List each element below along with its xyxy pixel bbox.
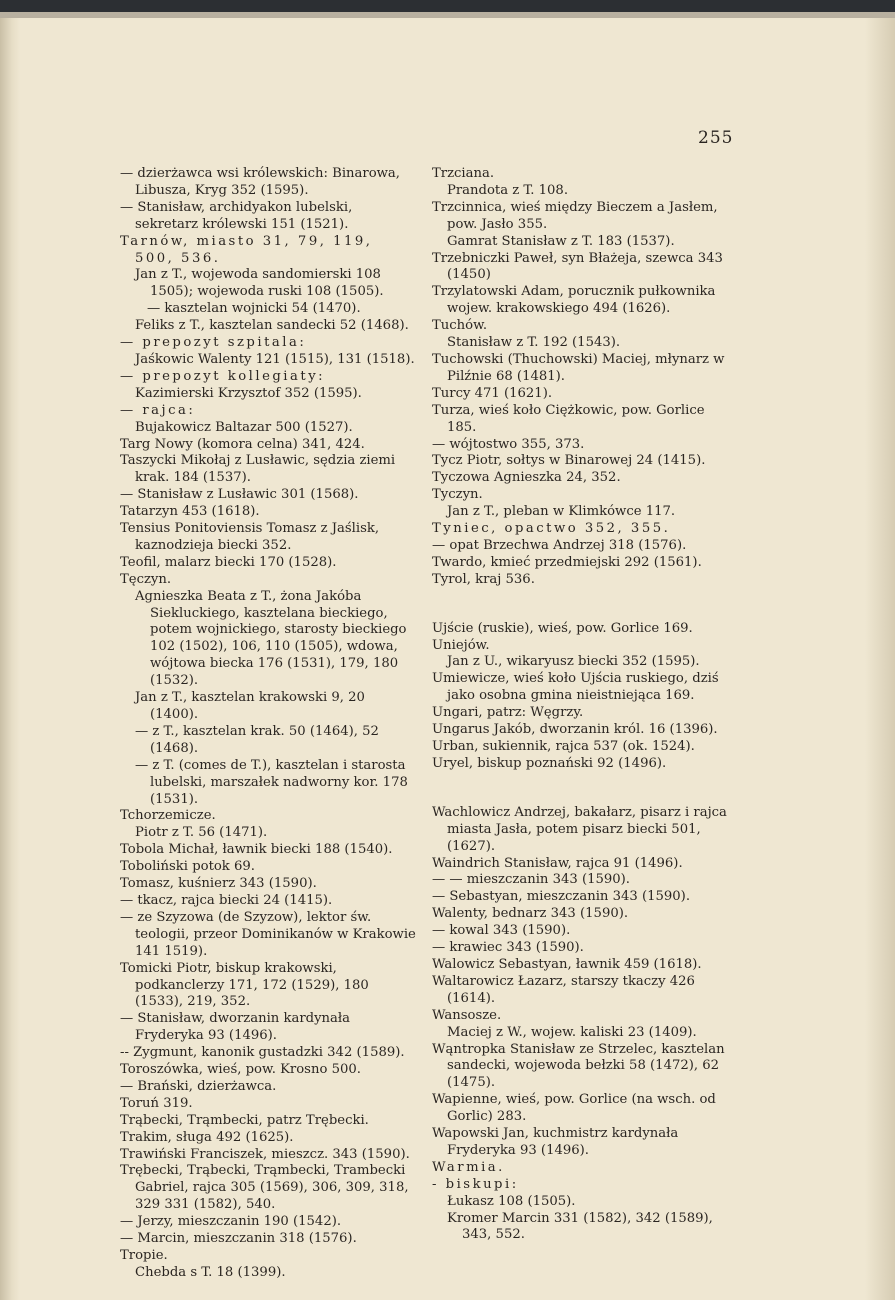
index-entry: Agnieszka Beata z T., żona Jakóba Siekluckiego, kasztelana bieckiego, potem wojnickiego, starosty bieckiego 102 (1502), 106, 110 (1505), wdowa, wójtowa biecka 176 (1531), 179, 180 (1532).: [135, 588, 407, 689]
index-entry: Trębecki, Trąbecki, Trąmbecki, Trambecki Gabriel, rajca 305 (1569), 306, 309, 318, 329 331 (1582), 540.: [120, 1163, 409, 1213]
index-entry: Tycz Piotr, sołtys w Binarowej 24 (1415).: [432, 453, 706, 469]
index-column-left: [120, 166, 416, 1282]
index-entry: Walowicz Sebastyan, ławnik 459 (1618).: [432, 956, 702, 972]
index-entry: Jan z U., wikaryusz biecki 352 (1595).: [447, 654, 700, 670]
index-column-right: [432, 166, 734, 1244]
index-entry: Trzcinnica, wieś między Bieczem a Jasłem, pow. Jasło 355.: [432, 199, 718, 232]
index-entry: Taszycki Mikołaj z Lusławic, sędzia ziemi krak. 184 (1537).: [120, 453, 396, 486]
index-entry: Tropie.: [120, 1248, 168, 1263]
index-entry: Ujście (ruskie), wieś, pow. Gorlice 169.: [432, 620, 693, 636]
index-entry: — rajca:: [120, 402, 196, 418]
index-entry: Umiewicze, wieś koło Ujścia ruskiego, dziś jako osobna gmina nieistniejąca 169.: [432, 671, 719, 704]
index-entry: Twardo, kmieć przedmiejski 292 (1561).: [432, 554, 702, 570]
index-entry: Tyczyn.: [432, 487, 483, 503]
scan-top-edge: [0, 0, 895, 12]
index-entry: Targ Nowy (komora celna) 341, 424.: [120, 436, 365, 452]
index-entry: Tuchowski (Thuchowski) Maciej, młynarz w Pilźnie 68 (1481).: [432, 351, 725, 384]
index-entry: Tyczowa Agnieszka 24, 352.: [432, 470, 621, 486]
index-entry: Kazimierski Krzysztof 352 (1595).: [135, 385, 362, 401]
index-entry: Tyniec, opactwo 352, 355.: [432, 521, 671, 537]
index-entry: — dzierżawca wsi królewskich: Binarowa, Libusza, Kryg 352 (1595).: [120, 166, 400, 198]
index-entry: Trzciana.: [432, 166, 495, 181]
index-entry: Tensius Ponitoviensis Tomasz z Jaślisk, kaznodzieja biecki 352.: [120, 521, 380, 553]
index-entry: Waindrich Stanisław, rajca 91 (1496).: [432, 855, 683, 871]
index-entry: Maciej z W., wojew. kaliski 23 (1409).: [447, 1024, 697, 1040]
index-entry: Gamrat Stanisław z T. 183 (1537).: [447, 233, 675, 249]
index-entry: Ungari, patrz: Węgrzy.: [432, 705, 584, 721]
index-entry: — Sebastyan, mieszczanin 343 (1590).: [432, 889, 691, 905]
page-number: 255: [698, 128, 734, 148]
index-entry: Feliks z T., kasztelan sandecki 52 (1468).: [135, 318, 409, 334]
page-right-edge: [865, 18, 895, 1300]
index-entry: Toroszówka, wieś, pow. Krosno 500.: [120, 1062, 361, 1078]
index-entry: Wapowski Jan, kuchmistrz kardynała Fryderyka 93 (1496).: [432, 1126, 679, 1158]
index-entry: — kasztelan wojnicki 54 (1470).: [147, 301, 361, 317]
page-left-edge: [0, 18, 20, 1300]
index-entry: — ze Szyzowa (de Szyzow), lektor św. teologii, przeor Dominikanów w Krakowie 141 1519).: [120, 909, 416, 959]
index-entry: Trakim, sługa 492 (1625).: [120, 1129, 294, 1145]
index-entry: — Marcin, mieszczanin 318 (1576).: [120, 1231, 357, 1247]
index-entry: Teofil, malarz biecki 170 (1528).: [120, 554, 337, 570]
index-entry: — z T. (comes de T.), kasztelan i starosta lubelski, marszałek nadworny kor. 178 (1531).: [135, 757, 408, 807]
index-entry: Tyrol, kraj 536.: [432, 571, 535, 587]
index-entry: — Jerzy, mieszczanin 190 (1542).: [120, 1214, 342, 1230]
index-entry: — — mieszczanin 343 (1590).: [432, 872, 630, 888]
index-entry: Wąntropka Stanisław ze Strzelec, kasztelan sandecki, wojewoda bełzki 58 (1472), 62 (1475).: [432, 1041, 725, 1091]
index-entry: — Brański, dzierżawca.: [120, 1078, 277, 1094]
index-entry: Jan z T., pleban w Klimkówce 117.: [447, 504, 676, 520]
index-entry: Tęczyn.: [120, 571, 172, 587]
index-entry: Waltarowicz Łazarz, starszy tkaczy 426 (1614).: [432, 973, 695, 1006]
index-entry: -- Zygmunt, kanonik gustadzki 342 (1589).: [120, 1045, 405, 1061]
index-entry: Jan z T., kasztelan krakowski 9, 20 (1400).: [135, 690, 365, 722]
index-entry: Toboliński potok 69.: [120, 859, 255, 875]
index-entry: — opat Brzechwa Andrzej 318 (1576).: [432, 537, 687, 553]
index-entry: Wachlowicz Andrzej, bakałarz, pisarz i rajca miasta Jasła, potem pisarz biecki 501, (1627).: [432, 804, 727, 854]
index-entry: Tarnów, miasto 31, 79, 119, 500, 536.: [120, 233, 373, 266]
index-entry: Turza, wieś koło Ciężkowic, pow. Gorlice 185.: [432, 402, 705, 435]
index-entry: Wansosze.: [432, 1007, 502, 1023]
index-entry: Kromer Marcin 331 (1582), 342 (1589), 343, 552.: [447, 1210, 713, 1243]
index-entry: — z T., kasztelan krak. 50 (1464), 52 (1468).: [135, 723, 379, 756]
index-entry: - biskupi:: [432, 1176, 519, 1192]
index-entry: — kowal 343 (1590).: [432, 923, 571, 939]
index-entry: — Stanisław z Lusławic 301 (1568).: [120, 487, 359, 503]
index-entry: — prepozyt szpitala:: [120, 335, 307, 351]
index-entry: Jan z T., wojewoda sandomierski 108 1505); wojewoda ruski 108 (1505).: [135, 267, 384, 300]
index-entry: Bujakowicz Baltazar 500 (1527).: [135, 419, 353, 435]
index-entry: Turcy 471 (1621).: [432, 385, 553, 401]
section-gap: [432, 589, 734, 621]
index-entry: Prandota z T. 108.: [447, 182, 569, 198]
index-entry: — prepozyt kollegiaty:: [120, 368, 326, 384]
section-gap: [432, 773, 734, 805]
index-entry: Urban, sukiennik, rajca 537 (ok. 1524).: [432, 739, 695, 754]
index-entry: Uniejów.: [432, 637, 490, 653]
index-entry: Walenty, bednarz 343 (1590).: [432, 906, 629, 922]
index-entry: Chebda s T. 18 (1399).: [135, 1264, 286, 1280]
index-entry: — Stanisław, dworzanin kardynała Fryderyka 93 (1496).: [120, 1011, 351, 1044]
scan-top-shadow: [0, 12, 895, 18]
index-entry: Toruń 319.: [120, 1095, 193, 1111]
index-entry: Tomicki Piotr, biskup krakowski, podkanclerzy 171, 172 (1529), 180 (1533), 219, 352.: [120, 960, 369, 1010]
index-entry: Jaśkowic Walenty 121 (1515), 131 (1518).: [135, 351, 415, 367]
index-entry: Uryel, biskup poznański 92 (1496).: [432, 755, 667, 771]
index-entry: Tobola Michał, ławnik biecki 188 (1540).: [120, 842, 393, 858]
index-entry: Tuchów.: [432, 318, 488, 334]
index-entry: Trąbecki, Trąmbecki, patrz Trębecki.: [120, 1112, 369, 1128]
index-entry: Tatarzyn 453 (1618).: [120, 504, 260, 520]
index-entry: — krawiec 343 (1590).: [432, 940, 584, 956]
index-entry: Warmia.: [432, 1159, 505, 1175]
index-entry: — tkacz, rajca biecki 24 (1415).: [120, 892, 333, 908]
index-entry: Piotr z T. 56 (1471).: [135, 825, 268, 841]
index-entry: Stanisław z T. 192 (1543).: [447, 335, 621, 351]
index-entry: Trawiński Franciszek, mieszcz. 343 (1590).: [120, 1146, 410, 1162]
index-entry: Tchorzemicze.: [120, 808, 216, 824]
index-entry: — wójtostwo 355, 373.: [432, 436, 585, 452]
index-entry: Wapienne, wieś, pow. Gorlice (na wsch. od Gorlic) 283.: [432, 1092, 716, 1125]
index-entry: Ungarus Jakób, dworzanin król. 16 (1396).: [432, 722, 718, 738]
index-entry: — Stanisław, archidyakon lubelski, sekretarz królewski 151 (1521).: [120, 199, 353, 232]
index-entry: Trzylatowski Adam, porucznik pułkownika wojew. krakowskiego 494 (1626).: [432, 284, 716, 317]
index-entry: Łukasz 108 (1505).: [447, 1193, 576, 1209]
index-entry: Trzebniczki Paweł, syn Błażeja, szewca 343 (1450): [432, 250, 723, 283]
index-entry: Tomasz, kuśnierz 343 (1590).: [120, 876, 317, 892]
